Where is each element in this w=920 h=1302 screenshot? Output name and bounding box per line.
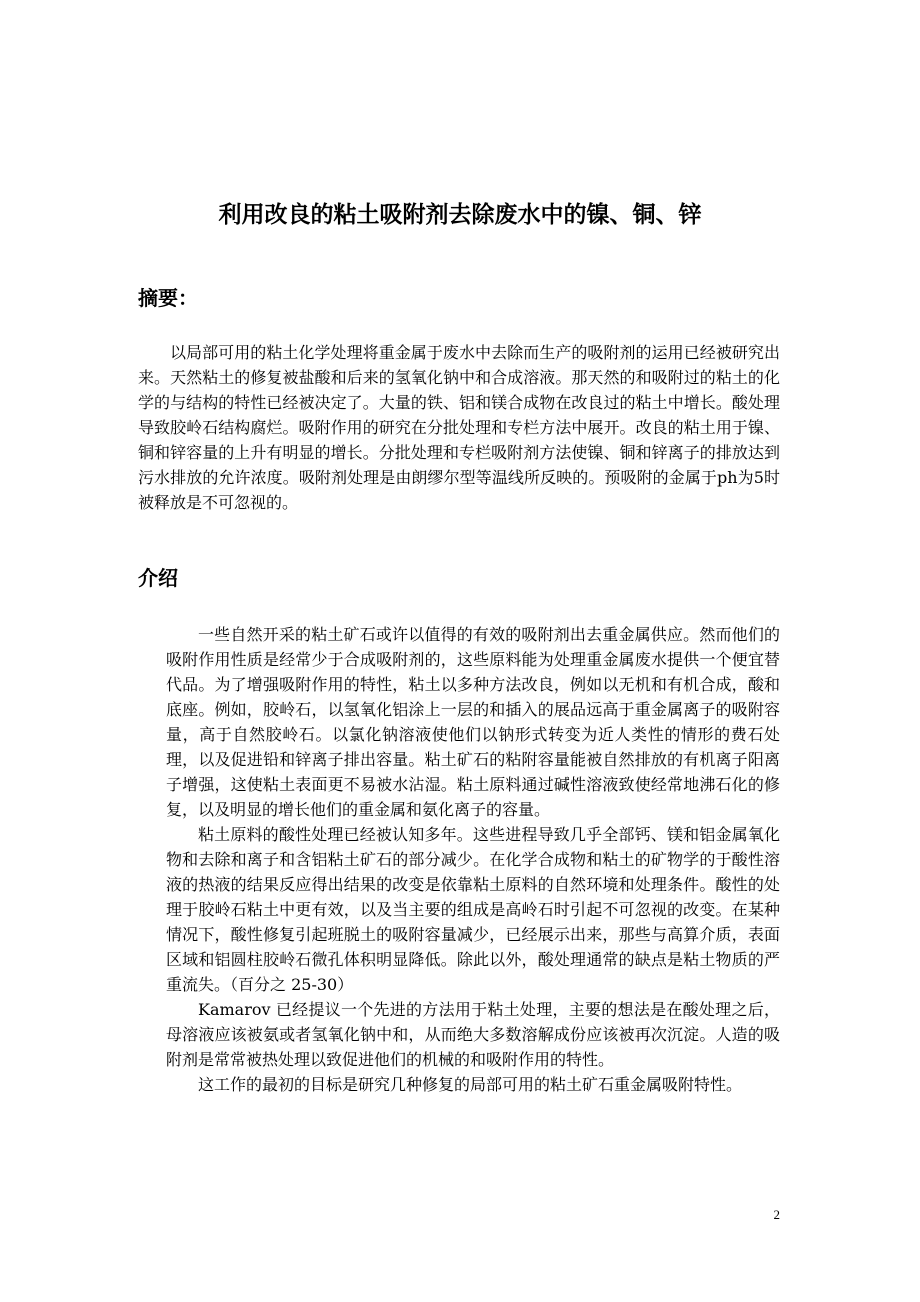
abstract-heading: 摘要： bbox=[138, 286, 198, 310]
document-title: 利用改良的粘土吸附剂去除废水中的镍、铜、锌 bbox=[218, 202, 702, 228]
introduction-paragraph: 一些自然开采的粘土矿石或许以值得的有效的吸附剂出去重金属供应。然而他们的吸附作用性质是经常少于合成吸附剂的，这些原料能为处理重金属废水提供一个便宜替代品。为了增强吸附作用的特性，粘土以多种方法改良，例如以无机和有机合成，酸和底座。例如，胶岭石，以氢氧化铝涂上一层的和插入的展品远高于重金属离子的吸附容量，高于自然胶岭石。以氯化钠溶液使他们以钠形式转变为近人类性的情形的费石处理，以及促进铅和锌离子排出容量。粘土矿石的粘附容量能被自然排放的有机离子阳离子增强，这使粘土表面更不易被水沾湿。粘土原料通过碱性溶液致使经常地沸石化的修复，以及明显的增长他们的重金属和氨化离子的容量。 bbox=[166, 625, 780, 819]
introduction-paragraph: Kamarov 已经提议一个先进的方法用于粘土处理，主要的想法是在酸处理之后，母溶液应该被氨或者氢氧化钠中和，从而绝大多数溶解成份应该被再次沉淀。人造的吸附剂是常常被热处理以致促进他们的机械的和吸附作用的特性。 bbox=[166, 1000, 780, 1069]
introduction-paragraph: 粘土原料的酸性处理已经被认知多年。这些进程导致几乎全部钙、镁和铝金属氧化物和去除和离子和含铝粘土矿石的部分减少。在化学合成物和粘土的矿物学的于酸性溶液的热液的结果反应得出结果的改变是依靠粘土原料的自然环境和处理条件。酸性的处理于胶岭石粘土中更有效，以及当主要的组成是高岭石时引起不可忽视的改变。在某种情况下，酸性修复引起班脱土的吸附容量减少，已经展示出来，那些与高算介质，表面区域和铝圆柱胶岭石微孔体积明显降低。除此以外，酸处理通常的缺点是粘土物质的严重流失。（百分之 25-30） bbox=[166, 825, 780, 994]
introduction-heading: 介绍 bbox=[138, 566, 178, 590]
page-number: 2 bbox=[773, 1207, 780, 1222]
introduction-paragraph: 这工作的最初的目标是研究几种修复的局部可用的粘土矿石重金属吸附特性。 bbox=[198, 1075, 743, 1094]
abstract-text: 以局部可用的粘土化学处理将重金属于废水中去除而生产的吸附剂的运用已经被研究出来。天然粘土的修复被盐酸和后来的氢氧化钠中和合成溶液。那天然的和吸附过的粘土的化学的与结构的特性已经被决定了。大量的铁、铝和镁合成物在改良过的粘土中增长。酸处理导致胶岭石结构腐烂。吸附作用的研究在分批处理和专栏方法中展开。改良的粘土用于镍、铜和锌容量的上升有明显的增长。分批处理和专栏吸附剂方法使镍、铜和锌离子的排放达到污水排放的允许浓度。吸附剂处理是由朗缪尔型等温线所反映的。预吸附的金属于ph为5时被释放是不可忽视的。 bbox=[138, 343, 780, 512]
introduction-body bbox=[166, 622, 780, 1097]
